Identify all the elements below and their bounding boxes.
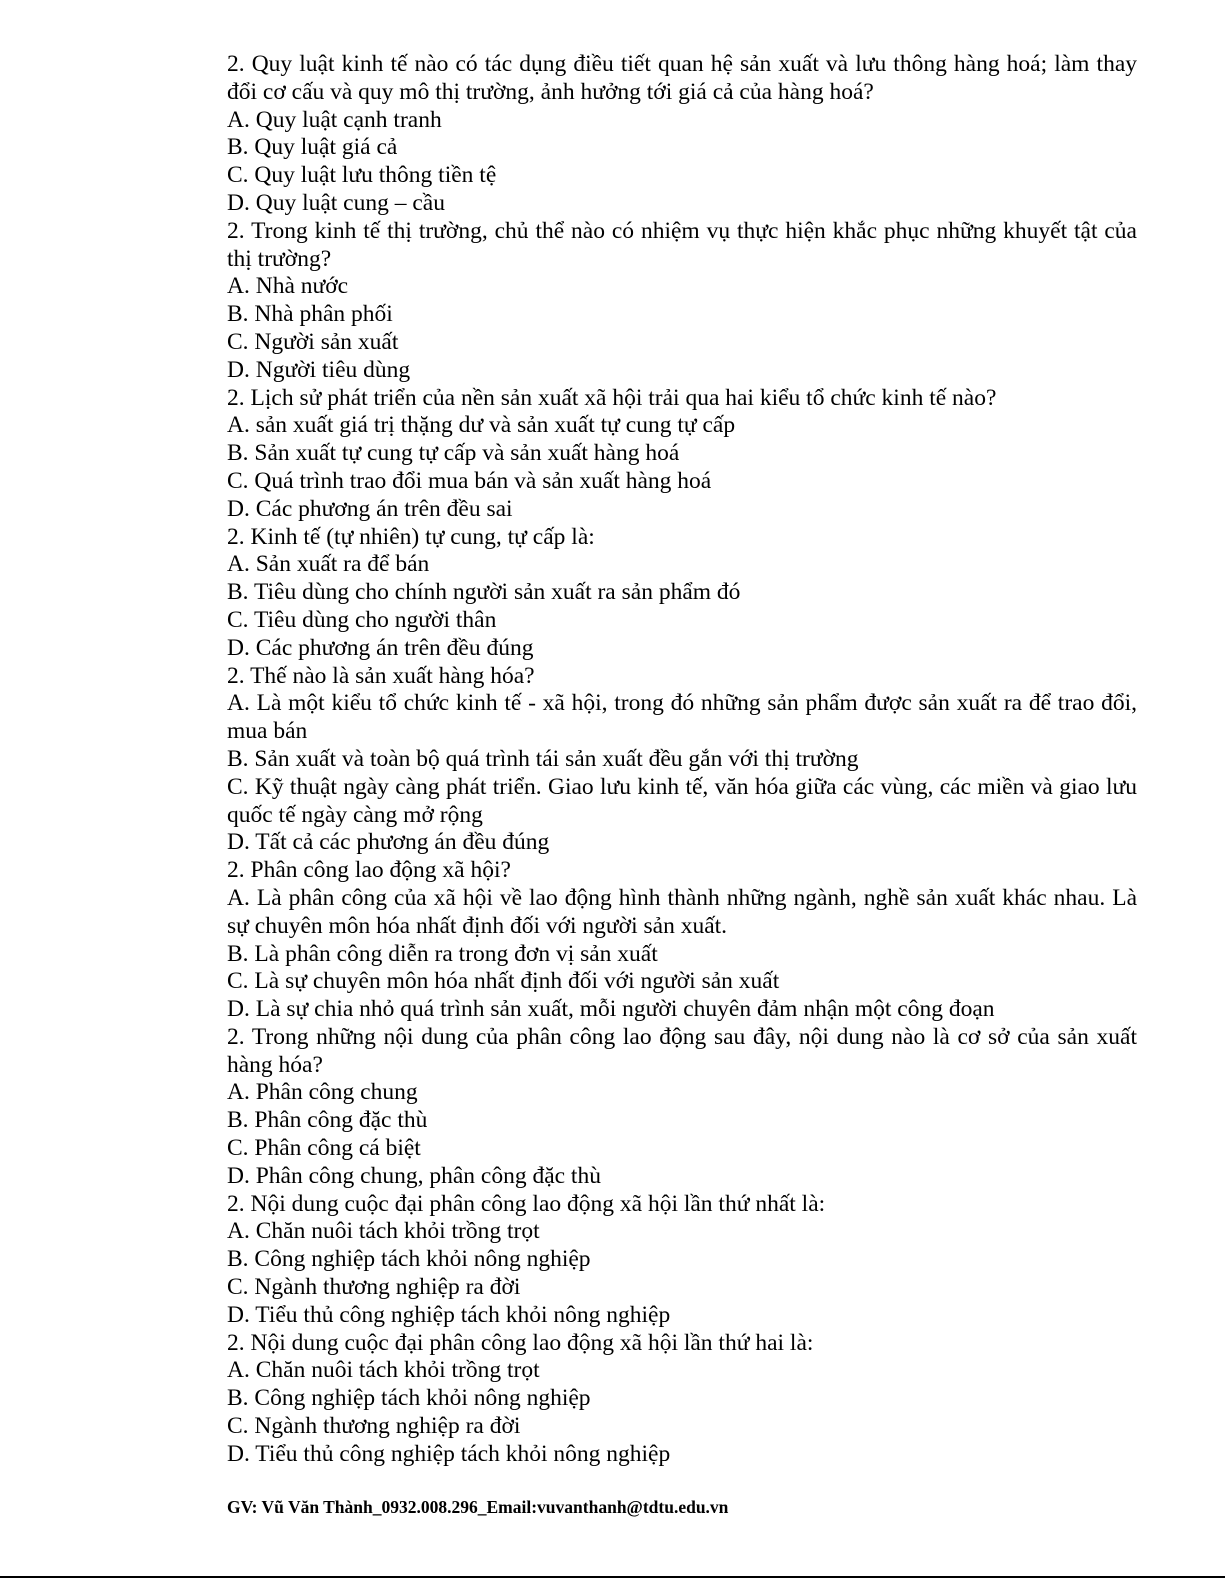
- answer-option-c: C. Là sự chuyên môn hóa nhất định đối với người sản xuất: [227, 968, 780, 995]
- answer-option-d: D. Là sự chia nhỏ quá trình sản xuất, mỗi người chuyên đảm nhận một công đoạn: [227, 996, 995, 1023]
- answer-option-c: C. Quy luật lưu thông tiền tệ: [227, 162, 497, 189]
- question-text: 2. Lịch sử phát triển của nền sản xuất xã hội trải qua hai kiểu tổ chức kinh tế nào?: [227, 384, 997, 411]
- page-footer: GV: Vũ Văn Thành_0932.008.296_Email:vuvanthanh@tdtu.edu.vn: [227, 1497, 729, 1517]
- answer-option-d: D. Quy luật cung – cầu: [227, 189, 445, 216]
- question-text: 2. Thế nào là sản xuất hàng hóa?: [227, 662, 535, 689]
- answer-option-a: A. sản xuất giá trị thặng dư và sản xuất tự cung tự cấp: [227, 412, 736, 439]
- question-text: 2. Phân công lao động xã hội?: [227, 857, 511, 884]
- answer-option-d: D. Phân công chung, phân công đặc thù: [227, 1162, 601, 1189]
- answer-option-b: B. Quy luật giá cả: [227, 134, 398, 161]
- bottom-divider: [0, 1576, 1225, 1578]
- question-block: [227, 663, 1137, 858]
- question-block: [227, 51, 1137, 218]
- question-text: 2. Nội dung cuộc đại phân công lao động xã hội lần thứ nhất là:: [227, 1190, 826, 1217]
- answer-option-a: A. Chăn nuôi tách khỏi trồng trọt: [227, 1218, 540, 1245]
- answer-option-d: D. Tất cả các phương án đều đúng: [227, 829, 550, 856]
- question-block: [227, 385, 1137, 524]
- question-block: [227, 524, 1137, 663]
- answer-option-a: A. Phân công chung: [227, 1079, 418, 1106]
- answer-option-c: C. Quá trình trao đổi mua bán và sản xuất hàng hoá: [227, 467, 712, 494]
- answer-option-b: B. Là phân công diễn ra trong đơn vị sản xuất: [227, 940, 658, 967]
- answer-option-a: A. Chăn nuôi tách khỏi trồng trọt: [227, 1357, 540, 1384]
- question-text: 2. Trong kinh tế thị trường, chủ thể nào có nhiệm vụ thực hiện khắc phục những khuyết tật của thị trường?: [227, 217, 1137, 272]
- answer-option-a: A. Nhà nước: [227, 273, 349, 300]
- answer-option-a: A. Là phân công của xã hội về lao động hình thành những ngành, nghề sản xuất khác nhau. Là sự chuyên môn hóa nhất định đối với người sản xuất.: [227, 884, 1137, 939]
- question-text: 2. Quy luật kinh tế nào có tác dụng điều tiết quan hệ sản xuất và lưu thông hàng hoá; làm thay đổi cơ cấu và quy mô thị trường, ảnh hưởng tới giá cả của hàng hoá?: [227, 51, 1137, 105]
- answer-option-c: C. Ngành thương nghiệp ra đời: [227, 1413, 521, 1440]
- answer-option-c: C. Ngành thương nghiệp ra đời: [227, 1274, 521, 1301]
- answer-option-b: B. Sản xuất và toàn bộ quá trình tái sản xuất đều gắn với thị trường: [227, 745, 859, 772]
- answer-option-b: B. Sản xuất tự cung tự cấp và sản xuất hàng hoá: [227, 440, 680, 467]
- answer-option-b: B. Tiêu dùng cho chính người sản xuất ra sản phẩm đó: [227, 579, 741, 606]
- question-text: 2. Kinh tế (tự nhiên) tự cung, tự cấp là:: [227, 523, 595, 550]
- answer-option-c: C. Người sản xuất: [227, 328, 399, 355]
- answer-option-b: B. Công nghiệp tách khỏi nông nghiệp: [227, 1385, 591, 1412]
- answer-option-b: B. Công nghiệp tách khỏi nông nghiệp: [227, 1246, 591, 1273]
- answer-option-d: D. Tiểu thủ công nghiệp tách khỏi nông nghiệp: [227, 1440, 671, 1467]
- question-block: [227, 218, 1137, 385]
- answer-option-c: C. Tiêu dùng cho người thân: [227, 606, 497, 633]
- question-block: [227, 857, 1137, 1024]
- question-text: 2. Nội dung cuộc đại phân công lao động xã hội lần thứ hai là:: [227, 1329, 814, 1356]
- question-text: 2. Trong những nội dung của phân công lao động sau đây, nội dung nào là cơ sở của sản xuất hàng hóa?: [227, 1023, 1137, 1078]
- answer-option-b: B. Phân công đặc thù: [227, 1107, 428, 1134]
- question-block: [227, 1330, 1137, 1469]
- answer-option-c: C. Phân công cá biệt: [227, 1135, 421, 1162]
- question-block: [227, 1191, 1137, 1330]
- answer-option-d: D. Người tiêu dùng: [227, 356, 411, 383]
- question-list: [227, 51, 1137, 1469]
- answer-option-c: C. Kỹ thuật ngày càng phát triển. Giao lưu kinh tế, văn hóa giữa các vùng, các miền và giao lưu quốc tế ngày càng mở rộng: [227, 773, 1137, 828]
- answer-option-d: D. Các phương án trên đều đúng: [227, 634, 534, 661]
- answer-option-d: D. Tiểu thủ công nghiệp tách khỏi nông nghiệp: [227, 1301, 671, 1328]
- answer-option-b: B. Nhà phân phối: [227, 301, 393, 328]
- answer-option-a: A. Quy luật cạnh tranh: [227, 106, 442, 133]
- answer-option-a: A. Sản xuất ra để bán: [227, 551, 430, 578]
- question-block: [227, 1024, 1137, 1191]
- answer-option-d: D. Các phương án trên đều sai: [227, 495, 513, 522]
- answer-option-a: A. Là một kiểu tổ chức kinh tế - xã hội, trong đó những sản phẩm được sản xuất ra để trao đổi, mua bán: [227, 690, 1137, 745]
